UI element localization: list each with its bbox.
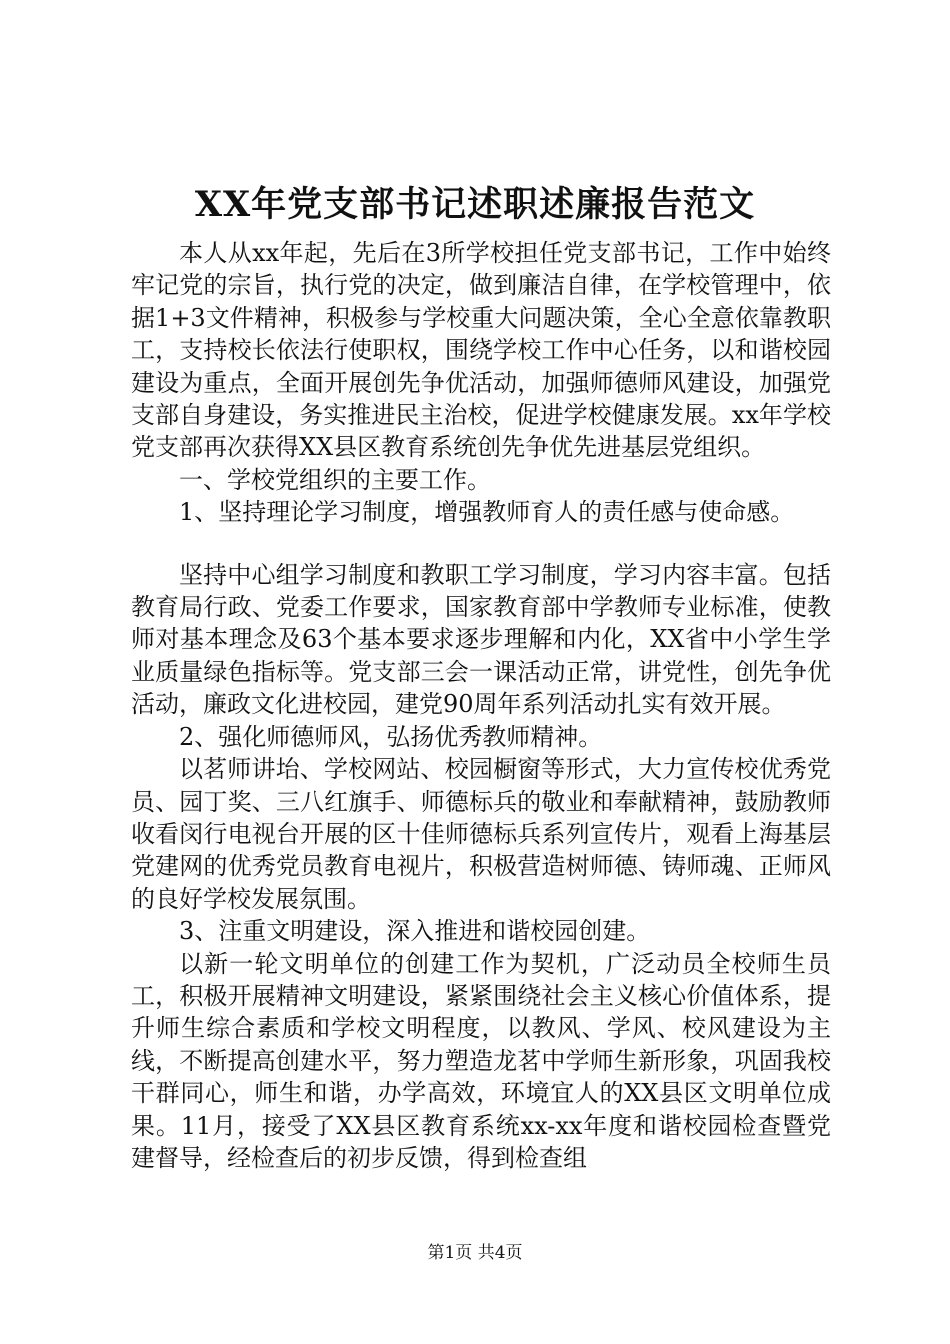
subsection-heading-1: 1、坚持理论学习制度，增强教师育人的责任感与使命感。 bbox=[179, 498, 795, 527]
subsection-heading-2: 2、强化师德师风，弘扬优秀教师精神。 bbox=[179, 722, 603, 751]
document-body bbox=[131, 237, 831, 1174]
section-heading-1: 一、学校党组织的主要工作。 bbox=[179, 465, 491, 494]
paragraph-civilization: 以新一轮文明单位的创建工作为契机，广泛动员全校师生员工，积极开展精神文明建设，紧紧围绕社会主义核心价值体系，提升师生综合素质和学校文明程度，以教风、学风、校风建设为主线，不断提高创建水平，努力塑造龙茗中学师生新形象，巩固我校干群同心，师生和谐，办学高效，环境宜人的XX县区文明单位成果。11月，接受了XX县区教育系统xx-xx年度和谐校园检查暨党建督导，经检查后的初步反馈，得到检查组 bbox=[131, 949, 831, 1172]
subsection-heading-3: 3、注重文明建设，深入推进和谐校园创建。 bbox=[179, 917, 651, 946]
document-title: XX年党支部书记述职述廉报告范文 bbox=[194, 184, 756, 225]
paragraph-ethics: 以茗师讲坮、学校网站、校园橱窗等形式，大力宣传校优秀党员、园丁奖、三八红旗手、师德标兵的敬业和奉献精神，鼓励教师收看闵行电视台开展的区十佳师德标兵系列宣传片，观看上海基层党建网的优秀党员教育电视片，积极营造树师德、铸师魂、正师风的良好学校发展氛围。 bbox=[131, 755, 831, 913]
page-number: 第1页 共4页 bbox=[427, 1243, 523, 1263]
paragraph-study: 坚持中心组学习制度和教职工学习制度，学习内容丰富。包括教育局行政、党委工作要求，国家教育部中学教师专业标准，使教师对基本理念及63个基本要求逐步理解和内化，XX省中小学生学业质量绿色指标等。党支部三会一课活动正常，讲党性，创先争优活动，廉政文化进校园，建党90周年系列活动扎实有效开展。 bbox=[131, 560, 831, 719]
paragraph-intro: 本人从xx年起，先后在3所学校担任党支部书记，工作中始终牢记党的宗旨，执行党的决定，做到廉洁自律，在学校管理中，依据1+3文件精神，积极参与学校重大问题决策，全心全意依靠教职工，支持校长依法行使职权，围绕学校工作中心任务，以和谐校园建设为重点，全面开展创先争优活动，加强师德师风建设，加强党支部自身建设，务实推进民主治校，促进学校健康发展。xx年学校党支部再次获得XX县区教育系统创先争优先进基层党组织。 bbox=[131, 239, 831, 462]
